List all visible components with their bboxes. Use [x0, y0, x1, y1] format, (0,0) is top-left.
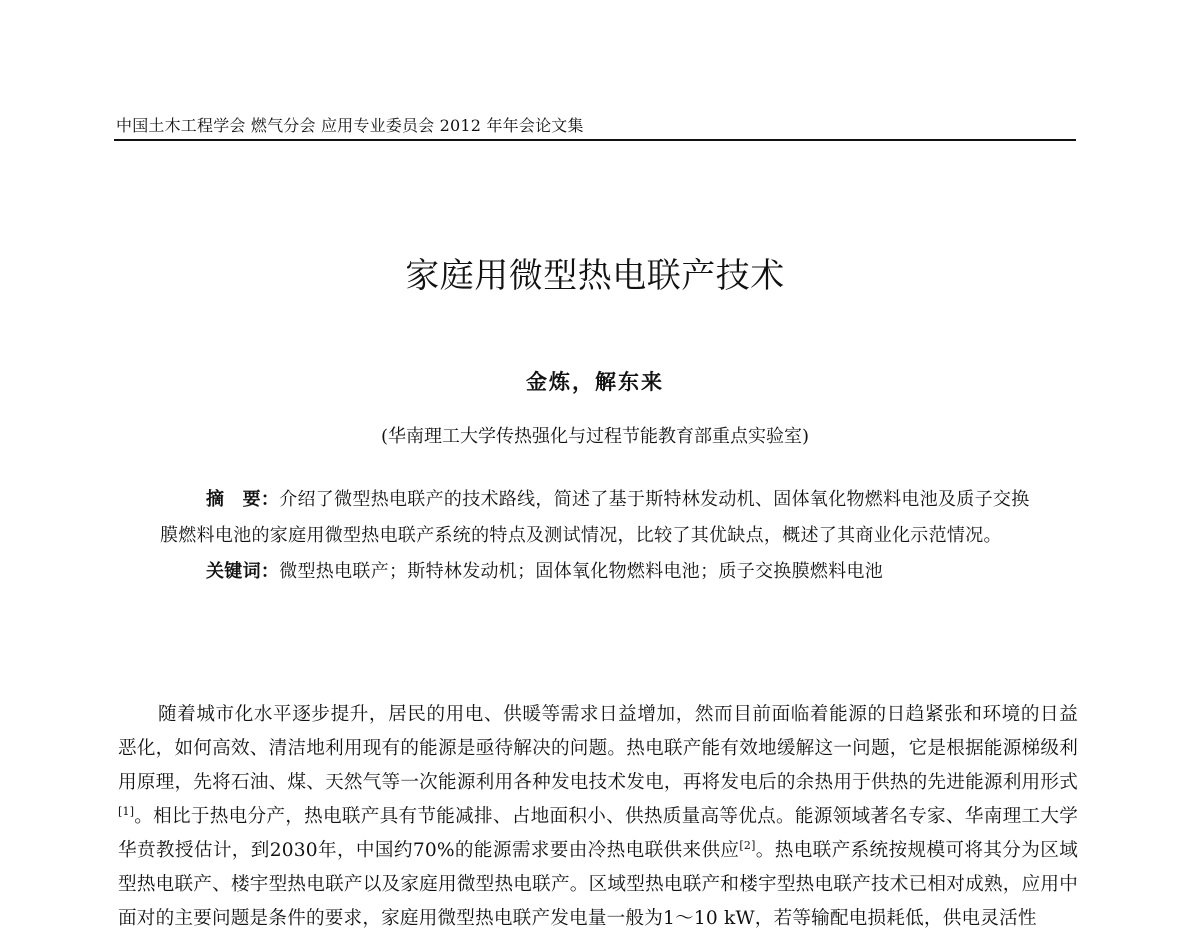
keywords-label: 关键词：: [206, 561, 280, 582]
header-rule: [114, 139, 1076, 141]
keywords-paragraph: [160, 554, 1040, 590]
body-paragraph: [118, 698, 1078, 936]
body-part-3: 。热电联产系统按规模可将其分为区域型热电联产、楼宇型热电联产以及家庭用微型热电联产。区域型热电联产和楼宇型热电联产技术已相对成熟，应用中面对的主要问题是条件的要求，家庭用微型热电联产发电量一般为1～10 kW，若等输配电损耗低，供电灵活性: [118, 840, 1078, 929]
keywords-text: 微型热电联产；斯特林发动机；固体氧化物燃料电池；质子交换膜燃料电池: [279, 561, 884, 582]
paper-title: 家庭用微型热电联产技术: [405, 256, 785, 296]
paper-affiliation: (华南理工大学传热强化与过程节能教育部重点实验室): [380, 426, 810, 447]
body-part-1: 随着城市化水平逐步提升，居民的用电、供暖等需求日益增加，然而目前面临着能源的日趋紧张和环境的日益恶化，如何高效、清洁地利用现有的能源是亟待解决的问题。热电联产能有效地缓解这一问题，它是根据能源梯级利用原理，先将石油、煤、天然气等一次能源利用各种发电技术发电，再将发电后的余热用于供热的先进能源利用形式: [118, 704, 1078, 793]
abstract-text: 介绍了微型热电联产的技术路线，简述了基于斯特林发动机、固体氧化物燃料电池及质子交换膜燃料电池的家庭用微型热电联产系统的特点及测试情况，比较了其优缺点，概述了其商业化示范情况。: [160, 489, 1030, 546]
abstract-block: [160, 482, 1040, 590]
paper-authors: 金炼，解东来: [526, 369, 664, 394]
citation-2: [2]: [739, 838, 756, 852]
abstract-paragraph: [160, 482, 1040, 554]
body-text: [118, 698, 1078, 936]
abstract-label: 摘 要：: [206, 489, 280, 510]
body-part-2: 。相比于热电分产，热电联产具有节能减排、占地面积小、供热质量高等优点。能源领域著名专家、华南理工大学华贲教授估计，到2030年，中国约70%的能源需求要由冷热电联供来供应: [118, 806, 1078, 861]
running-header: 中国土木工程学会 燃气分会 应用专业委员会 2012 年年会论文集: [116, 116, 584, 135]
citation-1: [1]: [118, 804, 135, 818]
